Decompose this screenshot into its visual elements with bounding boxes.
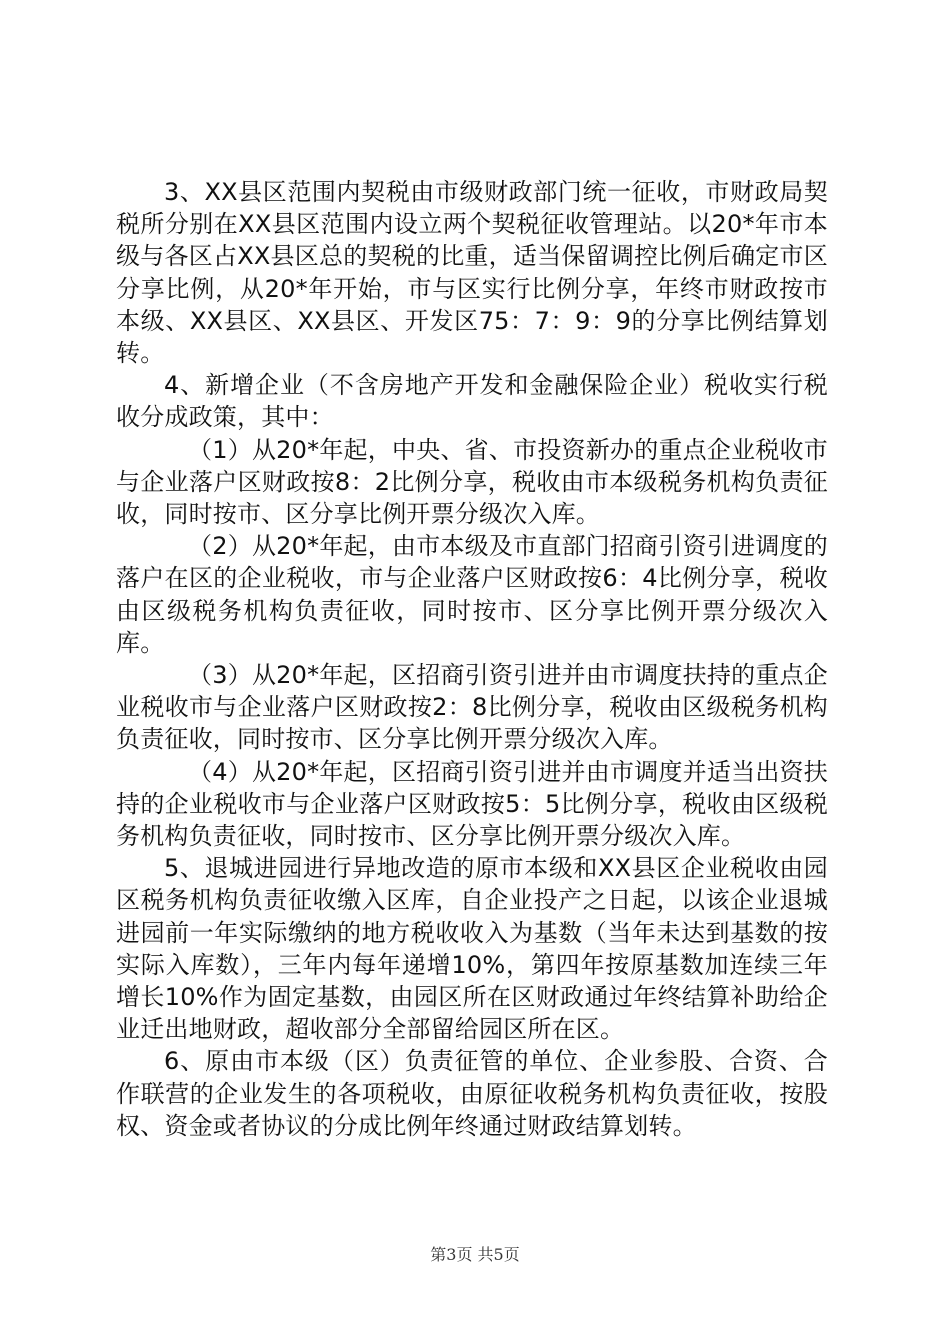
paragraph-4-1: （1）从20*年起，中央、省、市投资新办的重点企业税收市与企业落户区财政按8：2比例分享，税收由市本级税务机构负责征收，同时按市、区分享比例开票分级次入库。 — [116, 435, 828, 529]
paragraph-6: 6、原由市本级（区）负责征管的单位、企业参股、合资、合作联营的企业发生的各项税收，由原征收税务机构负责征收，按股权、资金或者协议的分成比例年终通过财政结算划转。 — [116, 1047, 828, 1140]
paragraph-3: 3、XX县区范围内契税由市级财政部门统一征收，市财政局契税所分别在XX县区范围内设立两个契税征收管理站。以20*年市本级与各区占XX县区总的契税的比重，适当保留调控比例后确定市区分享比例，从20*年开始，市与区实行比例分享，年终市财政按市本级、XX县区、XX县区、开发区75：7：9：9的分享比例结算划转。 — [116, 178, 828, 368]
paragraph-4-4: （4）从20*年起，区招商引资引进并由市调度并适当出资扶持的企业税收市与企业落户区财政按5：5比例分享，税收由区级税务机构负责征收，同时按市、区分享比例开票分级次入库。 — [116, 757, 828, 851]
paragraph-4-3: （3）从20*年起，区招商引资引进并由市调度扶持的重点企业税收市与企业落户区财政按2：8比例分享，税收由区级税务机构负责征收，同时按市、区分享比例开票分级次入库。 — [116, 661, 828, 754]
page-number-footer: 第3页 共5页 — [430, 1245, 520, 1264]
paragraph-5: 5、退城进园进行异地改造的原市本级和XX县区企业税收由园区税务机构负责征收缴入区库，自企业投产之日起，以该企业退城进园前一年实际缴纳的地方税收收入为基数（当年未达到基数的按实际入库数），三年内每年递增10%，第四年按原基数加连续三年增长10%作为固定基数，由园区所在区财政通过年终结算补助给企业迁出地财政，超收部分全部留给园区所在区。 — [116, 854, 828, 1044]
document-body — [116, 176, 828, 1142]
paragraph-4: 4、新增企业（不含房地产开发和金融保险企业）税收实行税收分成政策，其中： — [116, 371, 828, 432]
paragraph-4-2: （2）从20*年起，由市本级及市直部门招商引资引进调度的落户在区的企业税收，市与企业落户区财政按6：4比例分享，税收由区级税务机构负责征收，同时按市、区分享比例开票分级次入库。 — [116, 532, 828, 657]
